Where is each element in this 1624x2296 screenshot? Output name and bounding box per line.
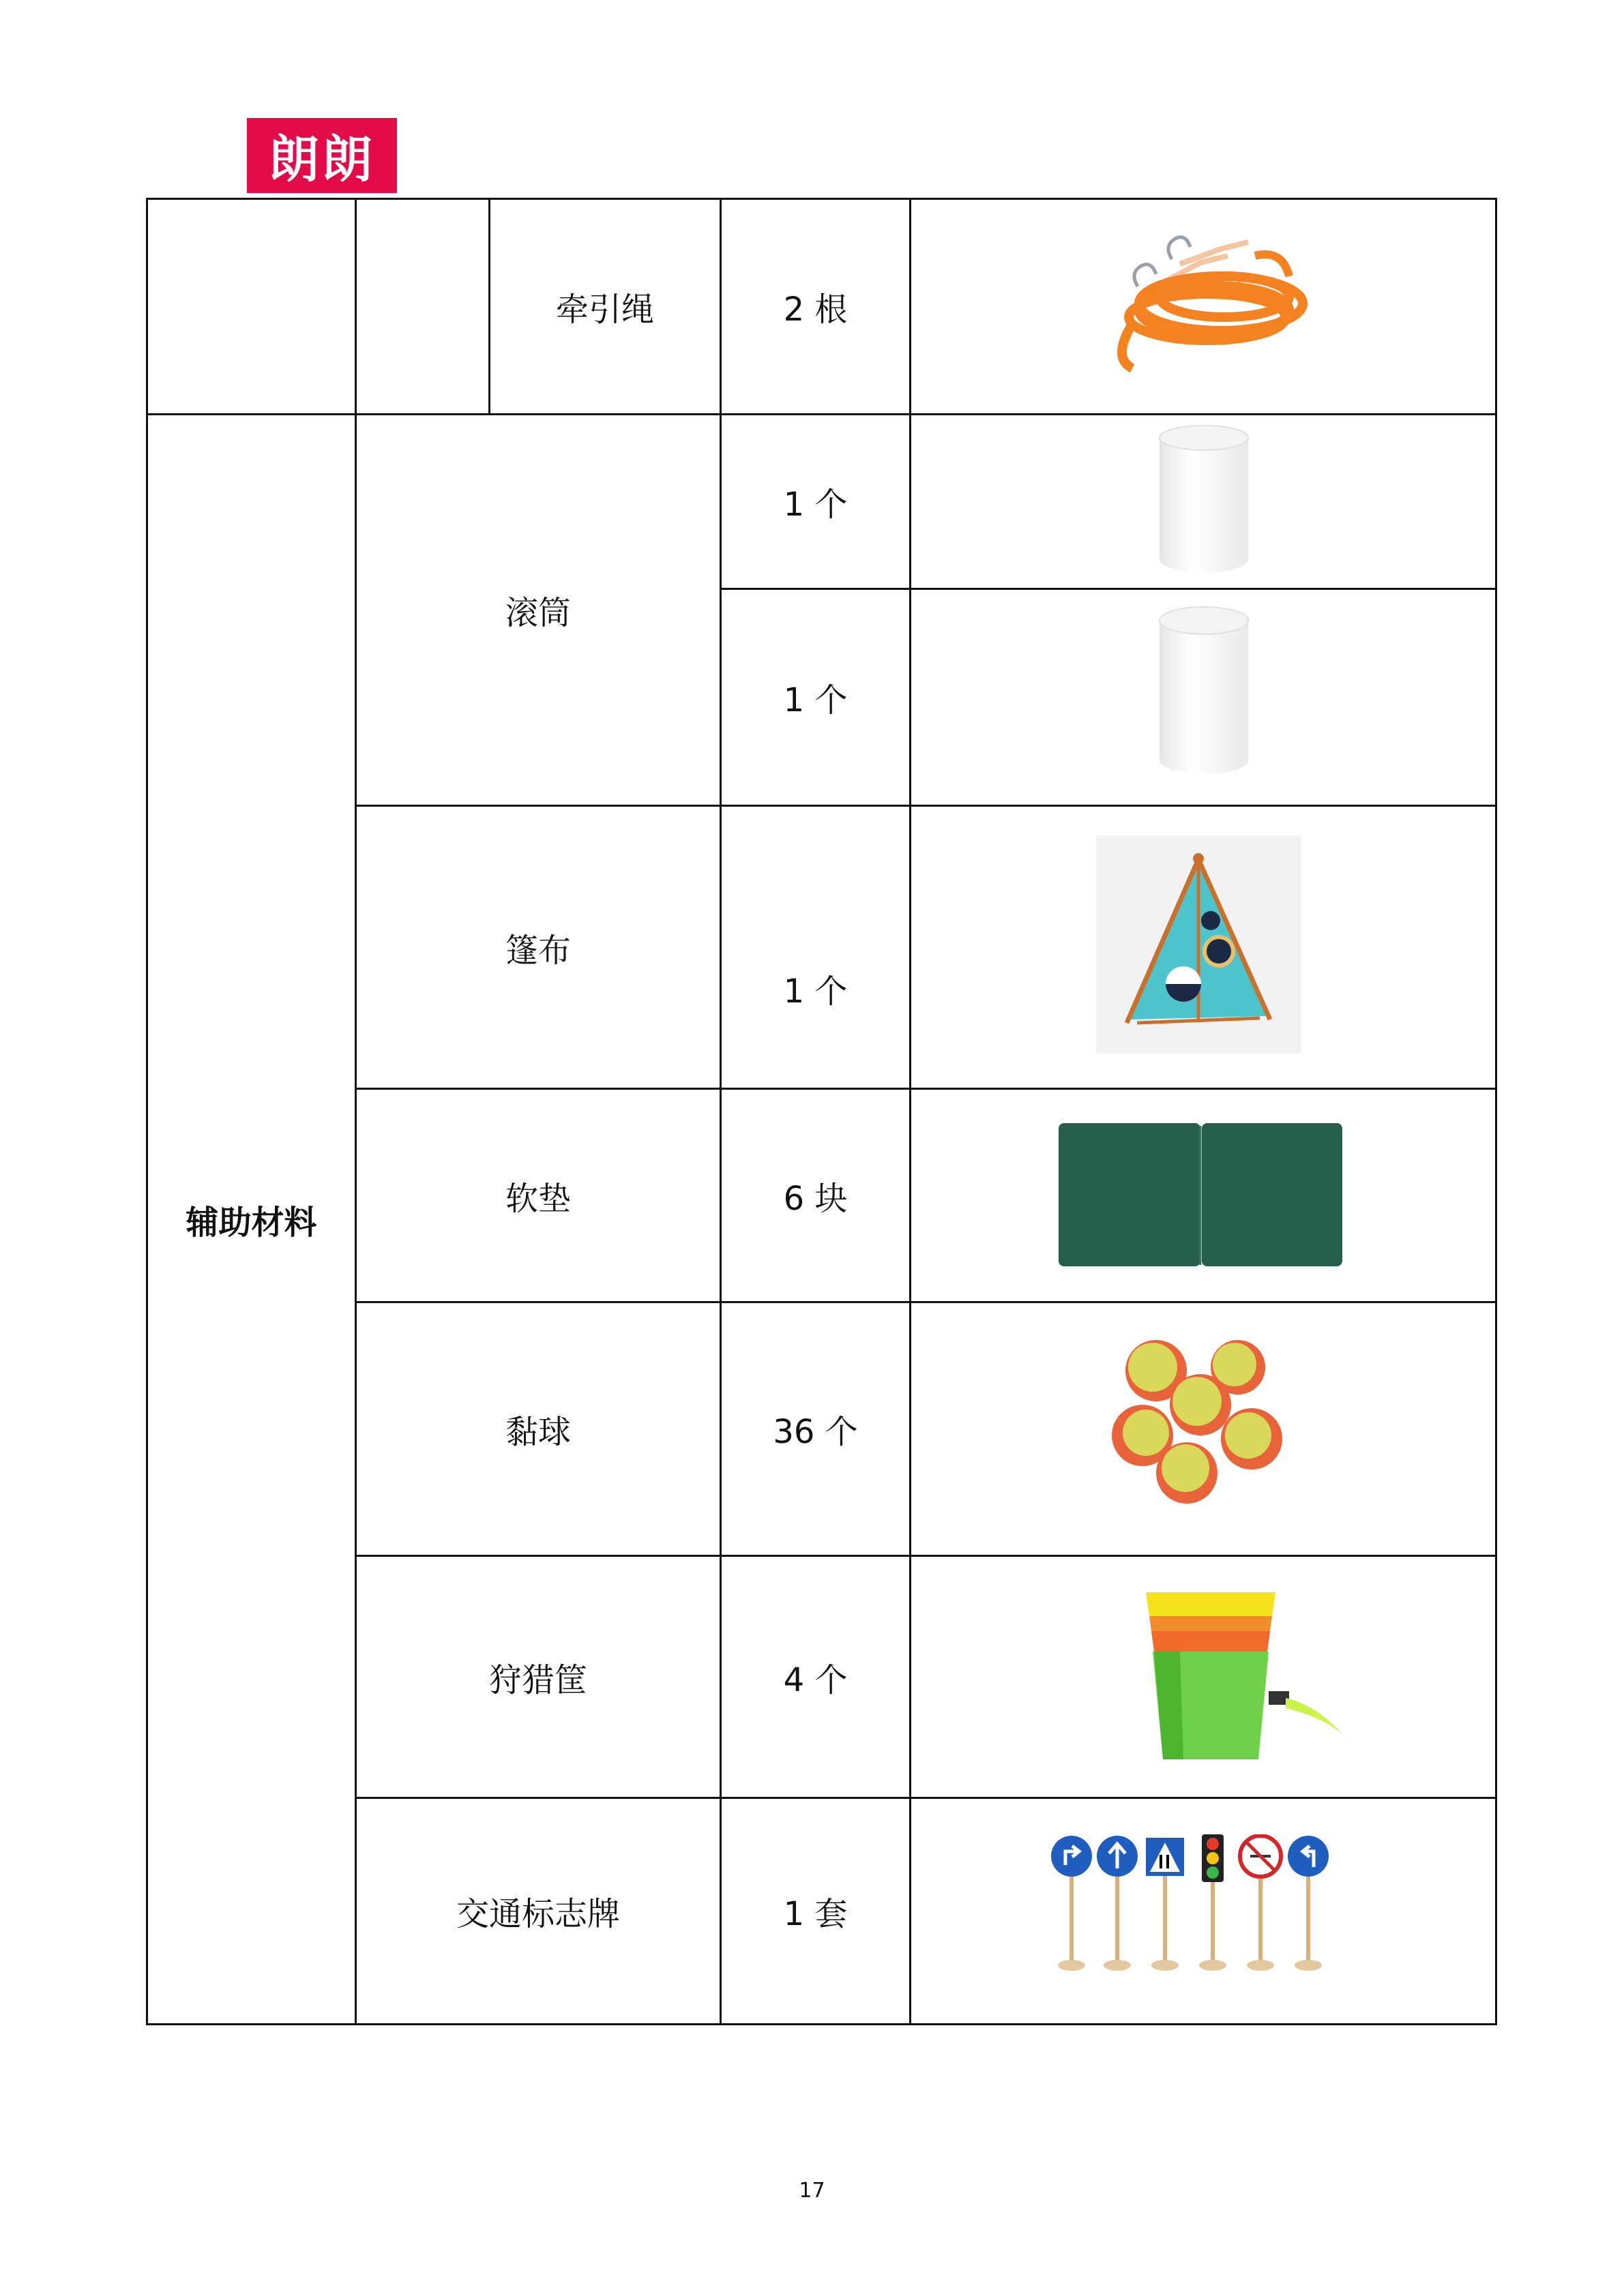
item-quantity: 1 个 [783,681,848,719]
item-quantity: 2 根 [783,290,848,329]
rope-image [1084,222,1316,378]
cylinder-image [1153,600,1255,781]
tent-image [1096,835,1301,1054]
baskets-image [1139,1589,1364,1766]
item-quantity: 36 个 [773,1413,858,1451]
item-name: 狩猎筐 [488,1660,587,1699]
balls-image [1105,1333,1296,1510]
item-quantity: 1 个 [783,972,848,1011]
item-quantity: 1 个 [783,486,848,524]
item-name: 软垫 [505,1179,571,1218]
item-quantity: 6 块 [783,1179,848,1218]
item-quantity: 4 个 [783,1660,848,1699]
page-number: 17 [799,2179,825,2203]
item-name: 黏球 [505,1413,571,1451]
item-name: 牵引绳 [555,290,654,329]
brand-logo: 朗朗 [247,118,397,193]
cylinder-image [1153,423,1255,576]
table-border [909,198,911,2025]
item-name: 交通标志牌 [456,1895,620,1933]
table-border [146,2023,1497,2025]
item-name: 篷布 [505,931,571,970]
category-label: 辅助材料 [186,1203,317,1242]
table-border [1495,198,1497,2025]
item-quantity: 1 套 [783,1895,848,1933]
mat-image [1057,1122,1344,1268]
traffic-signs-image [1044,1834,1357,1981]
item-name: 滚筒 [505,594,571,632]
